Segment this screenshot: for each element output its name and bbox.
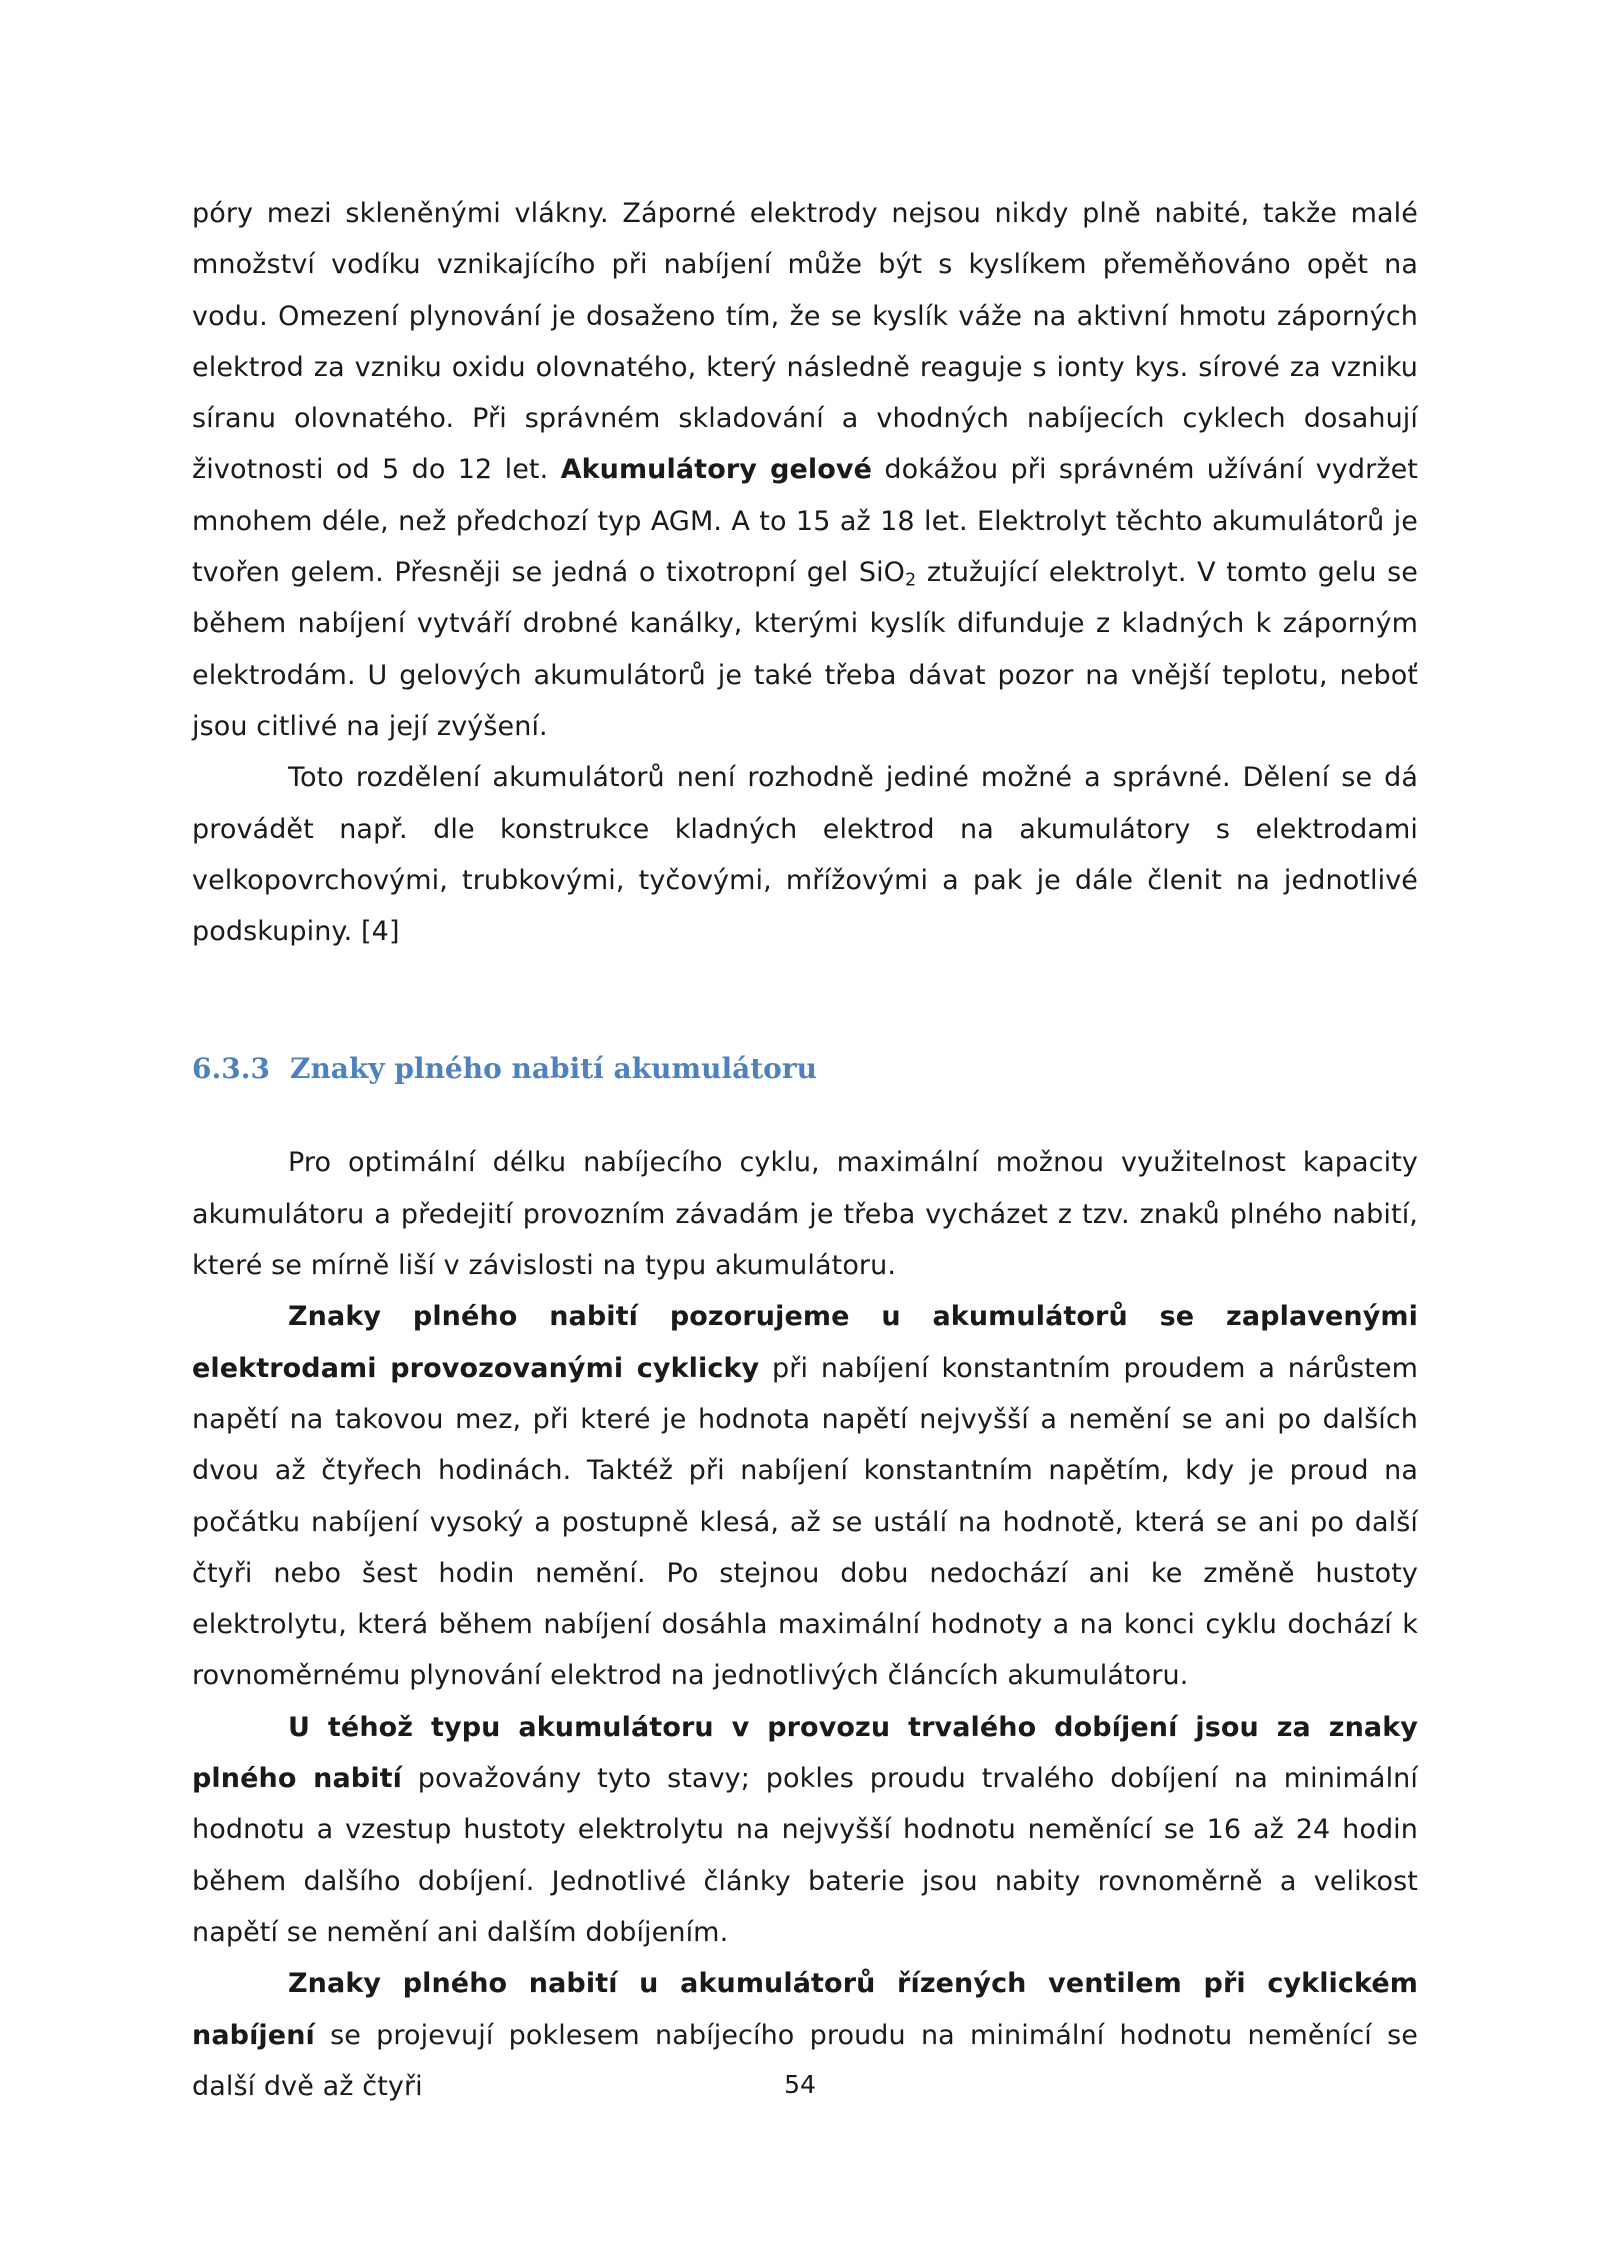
paragraph-classification: Toto rozdělení akumulátorů není rozhodně jediné možné a správné. Dělení se dá provádět např. dle konstrukce kladných elektrod na akumulátory s elektrodami velkopovrchovými, trubkovými, tyčovými, mřížovými a pak je dále členit na jednotlivé podskupiny. [4]	[192, 762, 1418, 948]
section-number: 6.3.3	[192, 1052, 270, 1086]
section-heading	[192, 1051, 1418, 1087]
paragraph-float-charge	[192, 1702, 1418, 1958]
subscript: 2	[905, 570, 917, 591]
paragraph-agm-gel	[192, 188, 1418, 752]
bold-lead: Znaky plného nabití u akumulátorů řízených ventilem při cyklickém nabíjení	[192, 1968, 1418, 2051]
spacer	[192, 1087, 1418, 1137]
bold-lead: U téhož typu akumulátoru v provozu trvalého dobíjení jsou za znaky plného nabití	[192, 1711, 1418, 1795]
paragraph-intro-full-charge: Pro optimální délku nabíjecího cyklu, maximální možnou využitelnost kapacity akumulátoru a předejití provozním závadám je třeba vycházet z tzv. znaků plného nabití, které se mírně liší v závislosti na typu akumulátoru.	[192, 1147, 1418, 1282]
text-run: považovány tyto stavy; pokles proudu trvalého dobíjení na minimální hodnotu a vzestup hustoty elektrolytu na nejvyšší hodnotu neměnící se 16 až 24 hodin během dalšího dobíjení. Jednotlivé články baterie jsou nabity rovnoměrně a velikost napětí se nemění ani dalším dobíjením.	[192, 1763, 1418, 1948]
page-content	[192, 188, 1418, 2112]
page-number: 54	[784, 2070, 816, 2099]
bold-term-gel-batteries: Akumulátory gelové	[560, 454, 873, 486]
text-run: póry mezi skleněnými vlákny. Záporné elektrody nejsou nikdy plně nabité, takže malé množství vodíku vznikajícího při nabíjení může být s kyslíkem přeměňováno opět na vodu. Omezení plynování je dosaženo tím, že se kyslík váže na aktivní hmotu záporných elektrod za vzniku oxidu olovnatého, který následně reaguje s ionty kys. sírové za vzniku síranu olovnatého. Při správném skladování a vhodných nabíjecích cyklech dosahují životnosti od 5 do 12 let.	[192, 198, 1418, 486]
text-run: dokážou při správném užívání vydržet mnohem déle, než předchozí typ AGM. A to 15 až 18 let. Elektrolyt těchto akumulátorů je tvořen gelem. Přesněji se jedná o tixotropní gel SiO	[192, 454, 1418, 589]
bold-lead: Znaky plného nabití pozorujeme u akumulátorů se zaplavenými elektrodami provozovanými cyklicky	[192, 1301, 1418, 1384]
text-run: se projevují poklesem nabíjecího proudu na minimální hodnotu neměnící se další dvě až čtyři	[192, 2019, 1418, 2102]
text-run: při nabíjení konstantním proudem a nárůstem napětí na takovou mez, při které je hodnota napětí nejvyšší a nemění se ani po dalších dvou až čtyřech hodinách. Taktéž při nabíjení konstantním napětím, kdy je proud na počátku nabíjení vysoký a postupně klesá, až se ustálí na hodnotě, která se ani po další čtyři nebo šest hodin nemění. Po stejnou dobu nedochází ani ke změně hustoty elektrolytu, která během nabíjení dosáhla maximální hodnoty a na konci cyklu dochází k rovnoměrnému plynování elektrod na jednotlivých článcích akumulátoru.	[192, 1352, 1418, 1692]
section-title: Znaky plného nabití akumulátoru	[290, 1052, 817, 1086]
text-run: ztužující elektrolyt. V tomto gelu se během nabíjení vytváří drobné kanálky, kterými kyslík difunduje z kladných k záporným elektrodám. U gelových akumulátorů je také třeba dávat pozor na vnější teplotu, neboť jsou citlivé na její zvýšení.	[192, 557, 1418, 742]
paragraph-flooded-cyclic	[192, 1291, 1418, 1701]
